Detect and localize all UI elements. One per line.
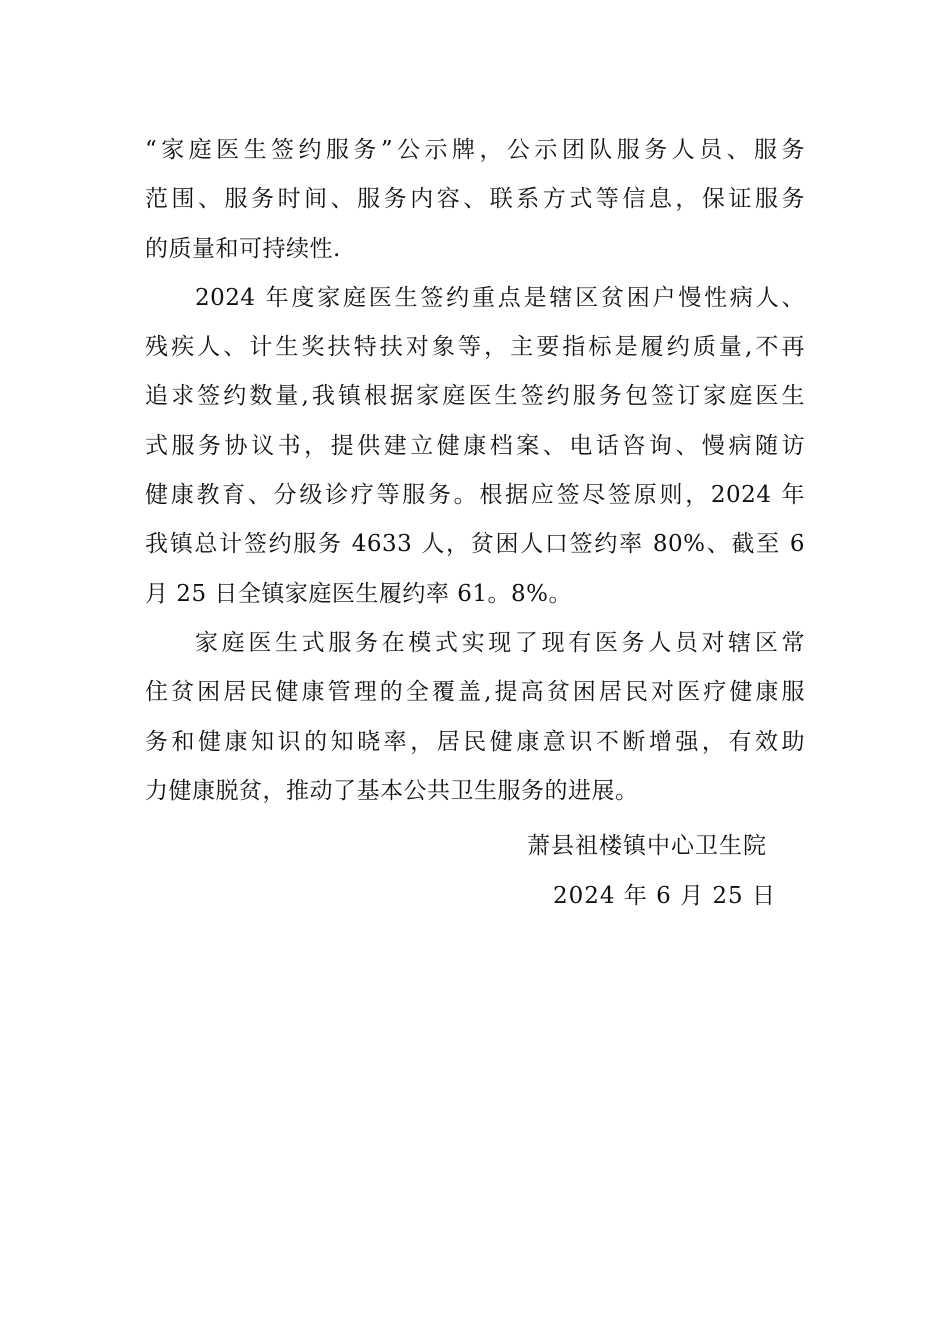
paragraph-2-line-5: 健康教育、分级诊疗等服务。根据应签尽签原则，2024 年 [145, 482, 805, 509]
paragraph-2-line-6: 我镇总计签约服务 4633 人，贫困人口签约率 80%、截至 6 [145, 531, 805, 558]
signature-date: 2024 年 6 月 25 日 [553, 883, 776, 909]
document-body [145, 126, 805, 816]
signature-organization: 萧县祖楼镇中心卫生院 [527, 833, 767, 859]
paragraph-2-line-4: 式服务协议书，提供建立健康档案、电话咨询、慢病随访 [145, 432, 805, 459]
paragraph-3-line-1: 家庭医生式服务在模式实现了现有医务人员对辖区常 [195, 629, 805, 656]
paragraph-1-line-3: 的质量和可持续性. [145, 235, 341, 262]
paragraph-2-line-1: 2024 年度家庭医生签约重点是辖区贫困户慢性病人、 [195, 284, 805, 311]
paragraph-3-line-3: 务和健康知识的知晓率，居民健康意识不断增强，有效助 [145, 728, 805, 755]
paragraph-3-line-4: 力健康脱贫，推动了基本公共卫生服务的进展。 [145, 777, 639, 804]
paragraph-1-line-1: “家庭医生签约服务”公示牌，公示团队服务人员、服务 [145, 137, 805, 163]
paragraph-3-line-2: 住贫困居民健康管理的全覆盖,提高贫困居民对医疗健康服 [145, 679, 805, 706]
paragraph-2-line-7: 月 25 日全镇家庭医生履约率 61。8%。 [145, 580, 572, 607]
paragraph-2-line-3: 追求签约数量,我镇根据家庭医生签约服务包签订家庭医生 [145, 383, 805, 410]
paragraph-1-line-2: 范围、服务时间、服务内容、联系方式等信息，保证服务 [145, 186, 805, 213]
paragraph-2-line-2: 残疾人、计生奖扶特扶对象等，主要指标是履约质量,不再 [145, 334, 805, 361]
